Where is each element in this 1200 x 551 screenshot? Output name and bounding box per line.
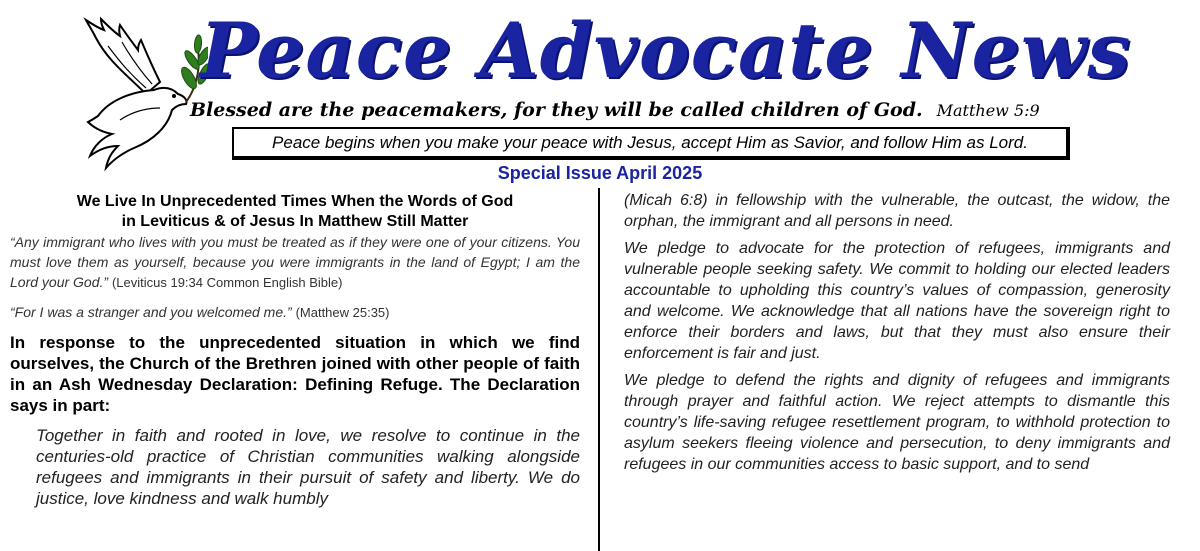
matthew-citation: (Matthew 25:35) [295,305,390,320]
leviticus-quote [10,232,580,293]
lead-paragraph: In response to the unprecedented situation in which we find ourselves, the Church of the Brethren joined with other people of faith in an Ash Wednesday Declaration: Defining Refuge. The Declaration says in part: [10,333,580,415]
dove-with-olive-branch-icon [68,16,208,171]
right-paragraph-2: We pledge to advocate for the protection of refugees, immigrants and vulnerable people seeking safety. We commit to holding our elected leaders accountable to upholding this country’s values of compassion, generosity and welcome. We acknowledge that all nations have the sovereign right to enforce their borders and laws, but that they must also ensure their enforcement is fair and just. [624,240,1170,362]
headline-line-1: We Live In Unprecedented Times When the Words of God [76,193,514,210]
left-column [10,192,580,509]
leviticus-citation: (Leviticus 19:34 Common English Bible) [111,275,343,290]
article-headline [10,192,580,232]
leviticus-quote-text: “Any immigrant who lives with you must be treated as if they were one of your citizens. You must love them as yourself, because you were immigrants in the land of Egypt; I am the Lord your God.” [10,234,580,290]
column-divider [598,188,600,551]
headline-line-2: in Leviticus & of Jesus In Matthew Still Matter [121,213,469,230]
right-column [624,190,1170,475]
beatitude-reference: Matthew 5:9 [936,101,1040,120]
matthew-quote-text: “For I was a stranger and you welcomed me.” [10,304,292,320]
motto-box: Peace begins when you make your peace with Jesus, accept Him as Savior, and follow Him as Lord. [232,127,1070,160]
declaration-excerpt: Together in faith and rooted in love, we resolve to continue in the centuries-old practice of Christian communities walking alongside refugees and immigrants in their pursuit of safety and liberty. We do justice, love kindness and walk humbly [36,426,580,508]
issue-line: Special Issue April 2025 [497,163,703,183]
beatitude [190,95,1040,125]
matthew-quote [10,302,580,323]
masthead-title: Peace Advocate News [200,6,1132,95]
beatitude-text: Blessed are the peacemakers, for they will be called children of God. [190,99,923,121]
right-paragraph-3: We pledge to defend the rights and dignity of refugees and immigrants through prayer and faithful action. We reject attempts to dismantle this country’s life-saving refugee resettlement program, to withhold protection to asylum seekers fleeing violence and persecution, to deny immigrants and refugees in our communities access to basic support, and to send [624,372,1170,473]
right-paragraph-1: (Micah 6:8) in fellowship with the vulnerable, the outcast, the widow, the orphan, the immigrant and all persons in need. [624,192,1170,230]
